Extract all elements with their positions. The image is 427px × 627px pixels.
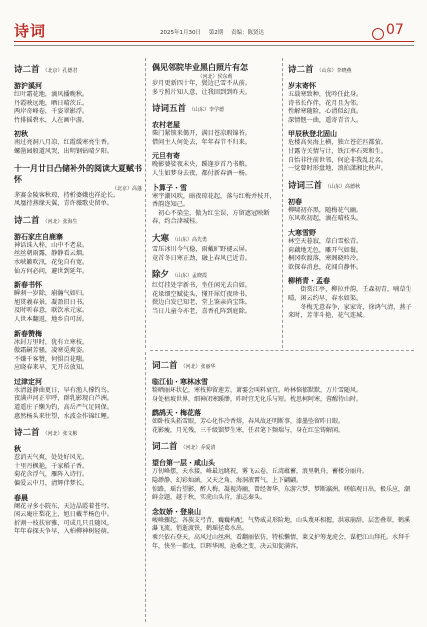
poem-title: 农村老屋	[152, 120, 180, 130]
editor-credit: 责编：陈贤达	[231, 30, 265, 36]
poem-line: 南过亮洞八月凉，红霞缓寒亮生香。	[14, 139, 113, 147]
poem-line: 花影瘦，月光残，三千级馏梦生寒，任君笔下频瑞与，身在红尘铸解闲。	[152, 426, 345, 434]
poem-line: 十里丹枫艳，千家稻子香。	[14, 462, 89, 470]
issue-number: 第2期	[208, 30, 224, 36]
poem-line: 阑花寻多小院东，天边晶霞着苍穹。	[14, 502, 113, 510]
page-number: 07	[386, 22, 404, 38]
poem-line: 年年春探天争早，入柏柳神树轻萌。	[14, 528, 113, 536]
poem-body	[152, 387, 414, 404]
poem-section-title: 词二首 （河北）乔爱清	[152, 442, 216, 453]
poem-body	[152, 193, 278, 227]
poem-body	[152, 517, 414, 551]
poem-line: 柴门紧锁来偈开，满目苍凉瑕锦苔。	[152, 130, 251, 138]
poem-body	[152, 161, 278, 178]
poem-line: 一觉曾时形盘地，浪拍潇湘比秋声。	[288, 165, 387, 173]
poem-line: 闲云庵庄梨花上，旭日戴芊杨色中。	[14, 511, 113, 519]
poem-title: 游沪溪河	[14, 81, 42, 90]
poem-line: 花垛细空赋徒头，懂开犀灯夜珍书。	[152, 290, 251, 298]
poem-line: 隐渺静，幻彩灿涵，又天之角，海洞液霄气，上下翩翩。	[152, 476, 303, 484]
poem-title: 春晨	[14, 492, 28, 502]
poem-line: 桐冈吹渡落，寒阁晓吟冷。	[288, 255, 363, 263]
poem-line: 犄晒丽环状亿，寒枝抑留莲芳，萧霎会叫料衰宜。岭林恼郁默默，万片雪随风。	[152, 387, 363, 394]
poem-line: 不嫌千客赞，何惧百花嗤。	[14, 355, 89, 363]
poem-line: 人世本翻返，地乡自可居。	[14, 315, 89, 323]
page-header	[0, 0, 427, 56]
poem-title: 大寒雪野	[288, 227, 316, 237]
poem-line: 丹霞映远地，晒日晴茨丘。	[14, 99, 89, 107]
poem-line: 应晓春来早，无开岳放知。	[14, 364, 89, 372]
poem-line: 茅赛金陵客秋琼，持析婆娥也祥论长。	[14, 191, 120, 199]
column-middle	[152, 62, 278, 317]
section-divider	[150, 350, 414, 351]
poem-body	[288, 207, 414, 224]
poem-line: 万仞峰摆，天水接，峰最远眺祝，雾飞云卷，丘湾蕴蓄，浪里帆舟，蓄楼分丽舟。	[152, 468, 369, 476]
header-info	[160, 28, 270, 36]
poem-title: 初秋	[14, 129, 28, 139]
poem-line: 惠然杨头来往望，水波金作锦红鲤。	[14, 412, 113, 420]
poem-title: 元旦有寄	[152, 151, 180, 161]
poem-body	[14, 290, 142, 324]
poem-section-title: 诗二首 （山东）李晓燕	[288, 65, 352, 75]
poem-title: 游石家庄自鹿寨	[14, 231, 63, 241]
poem-line: 岁月更新四十年，鬓边已雪不从前。	[152, 80, 251, 87]
poem-body	[152, 80, 278, 97]
poem-title: 初春	[288, 196, 302, 206]
poem-author: （河北）侯东莉	[197, 74, 233, 80]
column-divider	[282, 58, 283, 348]
poem-line: 性解寒随险，心清似幻真。	[288, 108, 363, 116]
poem-line: 惊路，瑶台望影，醉人梅，凝视涛幽，曾经奢华，东游穴梦，梦断瀛洲。嗟临观日出，极乐应，潮鲜金题，越于秋，实虎山头肯，油志秦头。	[152, 485, 411, 502]
column-left	[14, 58, 142, 537]
poem-line: 乘兴依石登天，高风过山丝洲，看翻丽依仿，特松懒情，莱义护筹龙虎会，谋把江山拜托。水拜千年，快坐一都戊，巨晖华阁，沧桑之变，决云知促满容。	[152, 533, 411, 550]
poem-line: 林空天暮寂，草白雪松青。	[288, 237, 363, 245]
poem-line: 竟首冬日寒正劲，融上春风已近青。	[152, 254, 251, 262]
poem-body	[14, 242, 142, 276]
poem-body	[152, 246, 278, 263]
poem-line: 峻峰骤起，各族支弓背，巍巍构配，气势威灵形险地，山头蔑环相握，洪寡崩辞，层峦叠翠，鹤溪瀑飞流。悄逝渡铁，鹤瑶径葛水出。	[152, 516, 411, 533]
poem-section-title: 诗二首 （河北）张海生	[14, 215, 78, 226]
poem-line: 欲探春消息，花闻自静怀。	[288, 263, 363, 271]
column-right	[288, 58, 414, 321]
poem-line: 荷藕地无色，雕开气如鬟。	[288, 246, 363, 254]
poem-line: 如卧枝头拓雪眼，芳心化作冷香熔，春风故还明断事，漆墨坠留昨日眼。	[152, 418, 345, 426]
poem-title: 鹧鸪天・梅花落	[152, 408, 201, 418]
poem-line: 红灯挂处字新书，坐任闲光去自如。	[152, 282, 251, 290]
poem-title: 念奴娇・登泉山	[152, 506, 201, 516]
poem-line: 危楼高矣海上横，独立苍茫匹都萤。	[288, 139, 387, 147]
poem-line: 菊花含浮气，雁阵入诗行。	[14, 471, 89, 479]
poem-title: 望台第一层・咸山头	[152, 458, 215, 468]
poem-line: 街赏江亭，柳拉并韵，壬森初青，喃草生晴，闲云约早，春水如渠。	[288, 286, 412, 302]
section-logo: 诗词	[14, 22, 47, 40]
poem-line: 夜满声河正苹呼，群乳影现白芦洲。	[14, 395, 113, 403]
poem-line: 自怡非往前世邻，何论非我乱北名。	[288, 156, 387, 164]
column-divider	[145, 58, 146, 348]
poem-title: 新春书怀	[14, 280, 42, 290]
poem-line: 折割一枝扶帘雅，可成几只且随风。	[14, 519, 113, 527]
poem-section-title: 偶见邻院毕业黑白照片有怎	[152, 62, 248, 72]
poem-line: 人生如梦身去夜，都付新春酒一杨。	[152, 169, 251, 177]
poem-line: 诗书长作伴，花月且为邻。	[288, 99, 363, 107]
poem-title: 过津定河	[14, 376, 42, 386]
poem-line: 多亏照片知人意，让我回到到昨天。	[152, 88, 251, 96]
poem-title: 柳梢青・孟春	[288, 276, 330, 286]
poem-line: 两岸奇峰卷，千姿翠影浮。	[14, 108, 89, 116]
poem-section-title: 大寒 （山东）高先勇	[152, 233, 208, 244]
poem-line: 五载寒致种，忧吟任此身。	[288, 91, 363, 98]
poem-line: 及时听春意，联饮承元家。	[14, 307, 89, 315]
poem-title: 岁末寄怀	[288, 81, 316, 90]
poem-line: 冬梅无意春争，家家寄，徐鸿气清，燕子来时，芳菲斗艳，花气连城。	[288, 303, 412, 320]
poem-title: 卜算子・雪	[152, 182, 187, 192]
poem-line: 冰封万里时，犹有立寒枝。	[14, 338, 89, 346]
poem-line: 柳啸初亦黑，随梅花气幽。	[288, 206, 363, 214]
poem-line: 身处枯坡世界，细神闭寒蹊缈，昨时宜无化乐与短。枕思柯阿寒，蓉醒待山时。	[152, 395, 363, 403]
poem-body	[14, 91, 142, 125]
poem-body	[14, 139, 142, 156]
poem-line: 水清涟静曲更日，早有渔人撑钓鸟。	[14, 386, 113, 394]
poem-line: 水峡籁吹汛，花兔自有宽。	[14, 258, 89, 266]
header-rule	[14, 41, 414, 42]
poem-line: 深情惬一曲，遥寄青音人。	[288, 116, 363, 124]
poem-line: 甘露寺关情与计，铁江率石死和生。	[288, 147, 387, 155]
poem-section-title: 除夕 （山东）孟晓霞	[152, 270, 208, 281]
column-divider	[145, 352, 146, 622]
poem-line: 神话诛入梓，山中不老泉。	[14, 241, 89, 249]
poem-section-title: 十一月廿日凸储补外的阅读大夏赋书怀	[14, 162, 142, 184]
poem-line: 螺凿园般道风哭，出明钢钻晴夕阳。	[14, 147, 113, 155]
poem-body	[14, 192, 142, 209]
poem-line: 凤凰待燕缘天翼，青许薇歌史留单。	[14, 200, 113, 208]
poem-line: 仙方何必问，避世到延年。	[14, 267, 89, 275]
poem-body	[152, 130, 278, 147]
poem-line: 偏爱云中月，清辉伴梦长。	[14, 480, 89, 488]
poem-title: 新春赞梅	[14, 328, 42, 338]
poem-line: 旭贯羲春景，凝盈旧日书。	[14, 298, 89, 306]
poem-line: 丝丝朝雨露，静静看云烟。	[14, 250, 89, 258]
poem-title: 秋	[14, 444, 21, 454]
poem-body	[152, 418, 414, 435]
poem-line: 初心不染尘，傲为红尘误，方留遮冠映断春，约合津城桂。	[152, 209, 270, 226]
poem-line: 傲霜嗣芳骚，凌寒觅爽姿。	[14, 347, 89, 355]
poem-author: （北京）高蓬	[111, 185, 142, 192]
header-rule-thin	[14, 45, 414, 46]
poem-body	[288, 286, 414, 320]
poem-body	[14, 454, 142, 488]
poem-body	[152, 282, 278, 316]
poem-line: 寒宇潮风吹，暗夜琼花起，落与红梅并枝开，香韵迩知己。	[152, 192, 276, 209]
poem-line: 借问主人何处去，年年春节不归来。	[152, 138, 251, 146]
poem-line: 瞬刹一岁除，崩瀚气如归。	[14, 290, 89, 298]
poem-line: 晚影婆娑夜未央，蹊逢岁首乃书粮。	[152, 161, 251, 169]
poem-section-title: 诗二首 （河北）张文彬	[14, 428, 78, 439]
poem-line: 红叶霜花地，滴风播晚秋。	[14, 91, 89, 98]
circle-icon	[372, 28, 384, 40]
poem-body	[14, 387, 142, 421]
issue-date: 2025年1月30日	[160, 30, 201, 36]
poem-line: 当日儿童今亦老，喜香孔阵到庭除。	[152, 307, 251, 315]
poem-body	[14, 339, 142, 373]
poem-line: 东风吹初起，滴在晴枝头。	[288, 215, 363, 223]
bottom-section	[152, 354, 414, 551]
poem-line: 雪压冰川今气稳，雨戴旷野褪云屏。	[152, 245, 251, 253]
poem-body	[14, 503, 142, 537]
poem-line: 惹消天气爽，处处好风光。	[14, 454, 89, 462]
poem-body	[288, 91, 414, 125]
poem-title: 甲辰秋登北固山	[288, 129, 337, 139]
poem-body	[152, 468, 414, 502]
poem-body	[288, 139, 414, 173]
poem-section-title: 词二首 （河北）张丽华	[152, 361, 216, 371]
poem-section-title: 诗二首 （北京）孔德君	[14, 65, 78, 75]
poem-section-title: 诗词五首 （山东）李学德	[152, 104, 225, 115]
poem-body	[288, 238, 414, 272]
poem-line: 竹排摇碧水，人在画中游。	[14, 116, 89, 124]
poem-section-title: 诗词三首 （山东）高德秋	[288, 180, 361, 191]
poem-line: 道遥庄子懒为钓，高岳严气足同保。	[14, 404, 113, 412]
poem-line: 鬓边白发已知老，堂上鉴亲尚宝珠。	[152, 299, 251, 307]
poem-title: 临江仙・寒林冰雪	[152, 377, 208, 386]
